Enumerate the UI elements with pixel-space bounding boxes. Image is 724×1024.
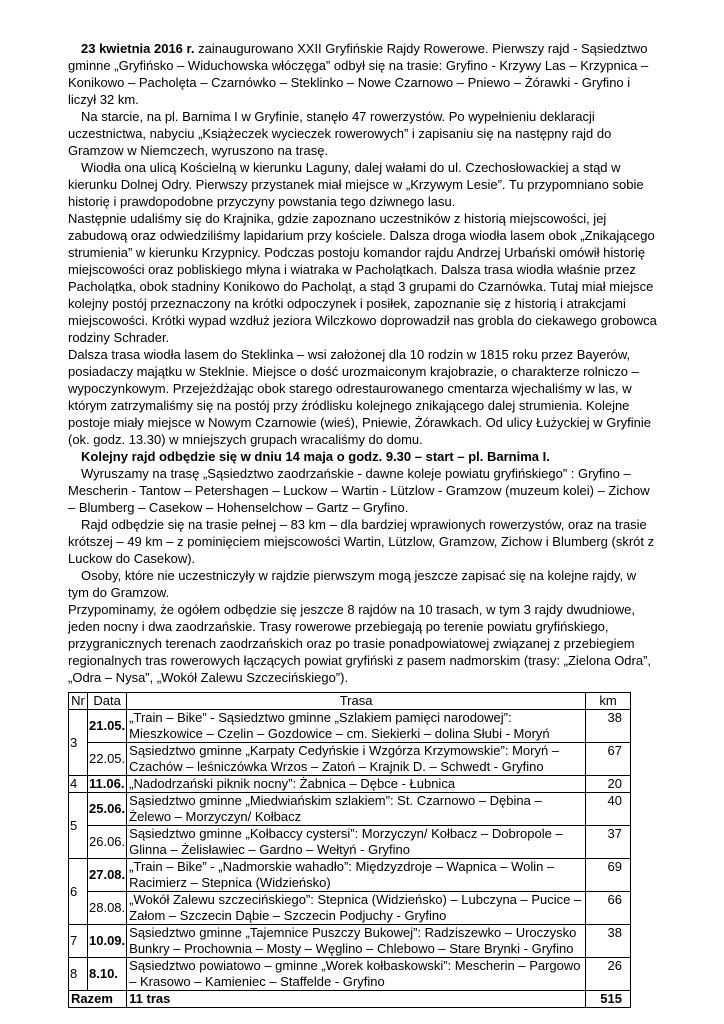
header-route: Trasa <box>127 693 586 710</box>
rally-distance-km: 37 <box>586 826 631 859</box>
paragraph-start: Na starcie, na pl. Barnima I w Gryfinie, stanęło 47 rowerzystów. Po wypełnieniu deklaracji uczestnictwa, nabyciu „Książeczek wycieczek rowerowych” i zapisaniu się na następny rajd do Gramzow w Niemczech, wyruszono na trasę. <box>68 109 612 158</box>
paragraph-steklinko: Dalsza trasa wiodła lasem do Steklinka – wsi założonej dla 10 rodzin w 1815 roku przez Bayerów, posiadaczy majątku w Steklnie. Miejsce o dość urozmaiconym krajobrazie, o charakterze rolniczo – wypoczynkowym. Przejeżdżając obok starego odrestaurowanego cmentarza wjechaliśmy w las, w którym zatrzymaliśmy się na postój przy źródlisku kolejnego znikającego dalej strumienia. Kolejne postoje miały miejsce w Nowym Czarnowie (wieś), Pniewie, Żórawkach. Od ulicy Łużyckiej w Gryfinie (ok. godz. 13.30) w mniejszych grupach wracaliśmy do domu. <box>68 347 652 447</box>
total-label: Razem <box>69 991 127 1008</box>
table-row <box>69 925 631 958</box>
rally-route: „Nadodrzański piknik nocny”: Żabnica – Dębce - Łubnica <box>127 776 586 793</box>
paragraph-summary: Przypominamy, że ogółem odbędzie się jeszcze 8 rajdów na 10 trasach, w tym 3 rajdy dwudniowe, jeden nocny i dwa zaodrzańskie. Trasy rowerowe przebiegają po terenie powiatu gryfińskiego, przygranicznych terenach zaodrzańskich oraz po trasie ponadpowiatowej związanej z przebiegiem regionalnych tras rowerowych łączących powiat gryfiński z pasem nadmorskim (trasy: „Zielona Odra”, „Odra – Nysa”, „Wokół Zalewu Szczecińskiego”). <box>68 602 652 685</box>
table-total-row <box>69 991 631 1008</box>
rally-distance-km: 38 <box>586 925 631 958</box>
rally-number: 4 <box>69 776 88 793</box>
rally-date: 11.06. <box>88 776 127 793</box>
table-row <box>69 710 631 743</box>
header-date: Data <box>88 693 127 710</box>
paragraph-route: Wiodła ona ulicą Kościelną w kierunku Laguny, dalej wałami do ul. Czechosłowackiej a stąd w kierunku Dolnej Odry. Pierwszy przystanek miał miejsce w „Krzywym Lesie”. Tu przypomniano sobie historię i prawdopodobne przyczyny powstania tego dziwnego lasu. <box>68 160 644 209</box>
document-page <box>68 40 658 1008</box>
rally-distance-km: 69 <box>586 859 631 892</box>
rally-date: 10.09. <box>88 925 127 958</box>
table-header-row <box>69 693 631 710</box>
rally-route: Sąsiedztwo gminne „Karpaty Cedyńskie i Wzgórza Krzymowskie”: Moryń – Czachów – leśniczówka Wrzos – Zatoń – Krajnik D. – Schwedt - Gryfino <box>127 743 586 776</box>
rally-number: 7 <box>69 925 88 958</box>
rally-distance-km: 38 <box>586 710 631 743</box>
paragraph-route-description: Wyruszamy na trasę „Sąsiedztwo zaodrzańskie - dawne koleje powiatu gryfińskiego” : Gryfino – Mescherin - Tantow – Petershagen – Luckow – Wartin - Lützlow - Gramzow (muzeum kolei) – Zichow – Blumberg – Casekow – Hohenselchow – Gartz – Gryfino. <box>68 466 650 515</box>
rally-date: 26.06. <box>88 826 127 859</box>
rally-route: Sąsiedztwo powiatowo – gminne „Worek kołbaskowski”: Mescherin – Pargowo – Krasowo – Kamieniec – Staffelde - Gryfino <box>127 958 586 991</box>
rally-route: „Train – Bike” - Sąsiedztwo gminne „Szlakiem pamięci narodowej”: Mieszkowice – Czelin – Gozdowice – cm. Siekierki – dolina Słubi - Moryń <box>127 710 586 743</box>
rally-distance-km: 26 <box>586 958 631 991</box>
next-rally-announcement: Kolejny rajd odbędzie się w dniu 14 maja o godz. 9.30 – start – pl. Barnima I. <box>81 449 550 464</box>
rally-date: 8.10. <box>88 958 127 991</box>
rally-number: 8 <box>69 958 88 991</box>
rally-route: Sąsiedztwo gminne „Kołbaccy cystersi”: Morzyczyn/ Kołbacz – Dobropole – Glinna – Żelisławiec – Gardno – Wełtyń - Gryfino <box>127 826 586 859</box>
table-row <box>69 826 631 859</box>
header-nr: Nr <box>69 693 88 710</box>
paragraph-registration: Osoby, które nie uczestniczyły w rajdzie pierwszym mogą jeszcze zapisać się na kolejne rajdy, w tym do Gramzow. <box>68 568 637 600</box>
table-row <box>69 776 631 793</box>
table-row <box>69 859 631 892</box>
paragraph-krajnik: Następnie udaliśmy się do Krajnika, gdzie zapoznano uczestników z historią miejscowości, jej zabudową oraz odwiedziliśmy lapidarium przy kościele. Dalsza droga wiodła lasem obok „Znikającego strumienia” w kierunku Krzypnicy. Podczas postoju komandor rajdu Andrzej Urbański omówił historię miejscowości oraz pobliskiego młyna i wiatraka w Pacholątkach. Dalsza trasa wiodła właśnie przez Pacholątka, obok stadniny Konikowo do Pacholąt, a stąd 3 grupami do Czarnówka. Tutaj miał miejsce kolejny postój przeznaczony na krótki odpoczynek i posiłek, zapoznanie się z historią i atrakcjami miejscowości. Krótki wypad wzdłuż jeziora Wilczkowo doprowadził nas grobla do ciekawego grobowca rodziny Schrader. <box>68 211 657 345</box>
rally-number: 3 <box>69 710 88 776</box>
rally-distance-km: 67 <box>586 743 631 776</box>
rally-schedule-table <box>68 692 631 1008</box>
rally-route: „Wokół Zalewu szczecińskiego”: Stepnica (Widzieńsko) – Lubczyna – Pucice – Załom – Szczecin Dąbie – Szczecin Podjuchy - Gryfino <box>127 892 586 925</box>
total-routes: 11 tras <box>127 991 586 1008</box>
intro-text: zainaugurowano XXII Gryfińskie Rajdy Rowerowe. Pierwszy rajd - Sąsiedztwo gminne „Gryfińsko – Widuchowska włóczęga” odbył się na trasie: Gryfino - Krzywy Las – Krzypnica – Konikowo – Pacholęta – Czarnówko – Steklinko – Nowe Czarnowo – Pniewo – Żórawki - Gryfino i liczył 32 km. <box>68 41 649 107</box>
table-row <box>69 892 631 925</box>
rally-number: 5 <box>69 793 88 859</box>
table-row <box>69 743 631 776</box>
rally-date: 28.08. <box>88 892 127 925</box>
total-km: 515 <box>586 991 631 1008</box>
table-row <box>69 793 631 826</box>
intro-date: 23 kwietnia 2016 r. <box>81 41 195 56</box>
rally-route: Sąsiedztwo gminne „Tajemnice Puszczy Bukowej”: Radziszewko – Uroczysko Bunkry – Prochownia – Mosty – Węglino – Chlebowo – Stare Brynki - Gryfino <box>127 925 586 958</box>
paragraph-next-rally <box>68 448 658 465</box>
rally-date: 22.05. <box>88 743 127 776</box>
rally-date: 21.05. <box>88 710 127 743</box>
paragraph-route-variants: Rajd odbędzie się na trasie pełnej – 83 km – dla bardziej wprawionych rowerzystów, oraz na trasie krótszej – 49 km – z pominięciem miejscowości Wartin, Lützlow, Gramzow, Zichow i Blumberg (skrót z Luckow do Casekow). <box>68 517 655 566</box>
rally-distance-km: 20 <box>586 776 631 793</box>
rally-route: „Train – Bike” - „Nadmorskie wahadło”: Międzyzdroje – Wapnica – Wolin – Racimierz – Stepnica (Widzieńsko) <box>127 859 586 892</box>
rally-date: 27.08. <box>88 859 127 892</box>
rally-date: 25.06. <box>88 793 127 826</box>
rally-number: 6 <box>69 859 88 925</box>
table-row <box>69 958 631 991</box>
rally-route: Sąsiedztwo gminne „Miedwiańskim szlakiem”: St. Czarnowo – Dębina – Żelewo – Morzyczyn/ Kołbacz <box>127 793 586 826</box>
rally-distance-km: 66 <box>586 892 631 925</box>
header-km: km <box>586 693 631 710</box>
paragraph-intro <box>68 40 658 108</box>
rally-distance-km: 40 <box>586 793 631 826</box>
